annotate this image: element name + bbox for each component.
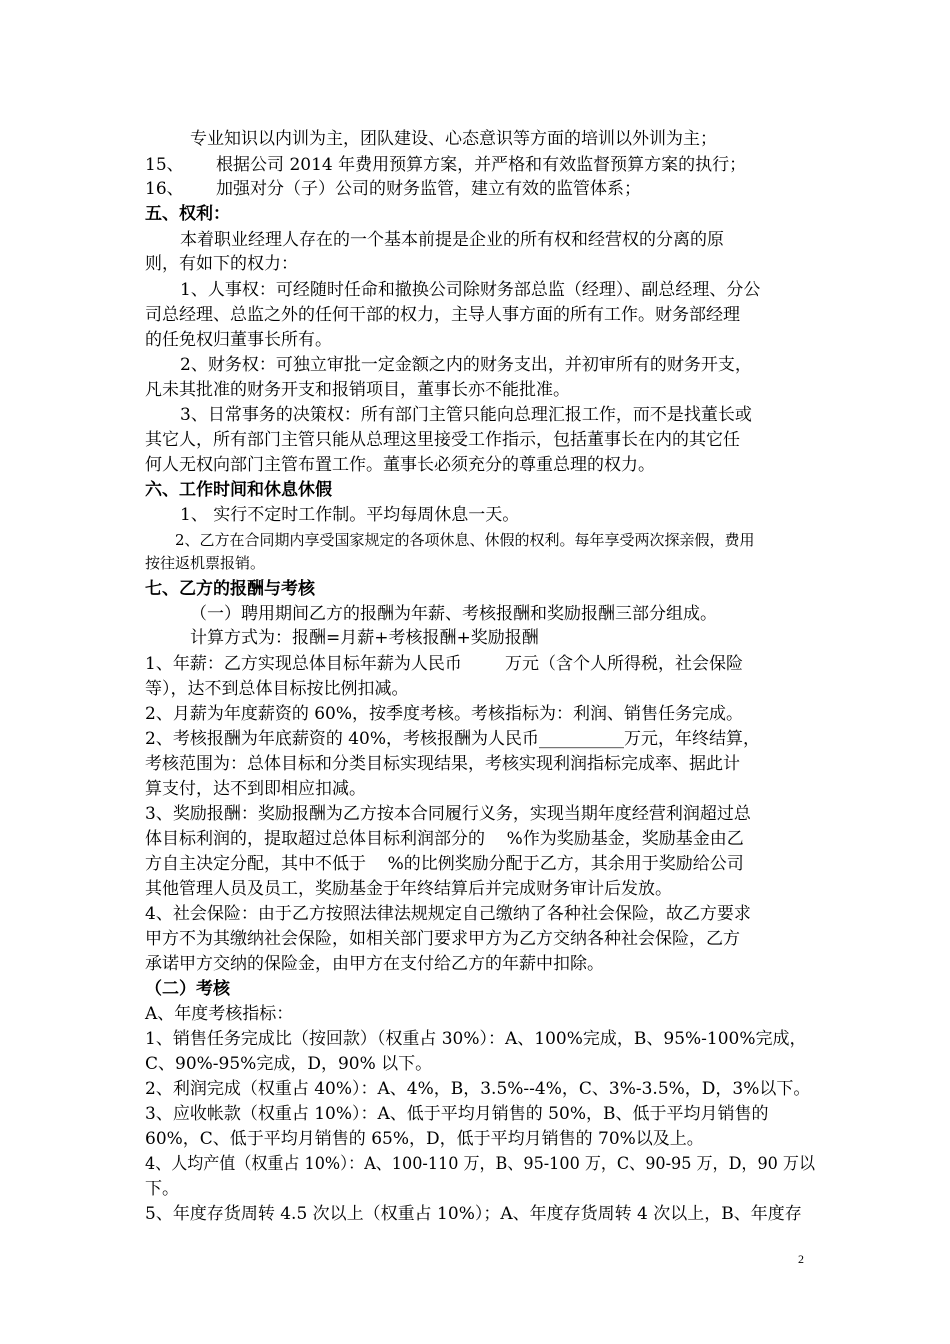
text-line: 2、考核报酬为年底薪资的 40%，考核报酬为人民币__________万元，年终结算， [145,729,761,749]
text-line: 4、人均产值（权重占 10%）：A、100-110 万，B、95-100 万，C、90-95 万，D，90 万以 [145,1154,815,1174]
text-line: 其它人，所有部门主管只能从总理这里接受工作指示，包括董事长在内的其它任 [145,430,740,450]
text-line: C、90%-95%完成，D，90% 以下。 [145,1054,433,1074]
text-line: 算支付，达不到即相应扣减。 [145,779,366,799]
text-line: 的任免权归董事长所有。 [145,330,332,350]
text-line: （一）聘用期间乙方的报酬为年薪、考核报酬和奖励报酬三部分组成。 [190,604,717,624]
section-heading: 五、权利： [145,204,230,224]
text-line: 计算方式为：报酬=月薪+考核报酬+奖励报酬 [190,628,539,648]
text-line: 专业知识以内训为主，团队建设、心态意识等方面的培训以外训为主； [190,129,717,149]
text-line: 4、社会保险：由于乙方按照法律法规规定自己缴纳了各种社会保险，故乙方要求 [145,904,751,924]
text-line: 司总经理、总监之外的任何干部的权力，主导人事方面的所有工作。财务部经理 [145,305,740,325]
text-line: 3、奖励报酬：奖励报酬为乙方按本合同履行义务，实现当期年度经营利润超过总 [145,804,751,824]
text-line: 60%，C、低于平均月销售的 65%，D，低于平均月销售的 70%以及上。 [145,1129,704,1149]
text-line: 甲方不为其缴纳社会保险，如相关部门要求甲方为乙方交纳各种社会保险，乙方 [145,929,740,949]
text-line: 15、 根据公司 2014 年费用预算方案，并严格和有效监督预算方案的执行； [145,155,747,175]
text-line: 1、销售任务完成比（按回款）（权重占 30%）：A、100%完成，B、95%-100%完成， [145,1029,807,1049]
text-line: 凡未其批准的财务开支和报销项目，董事长亦不能批准。 [145,380,570,400]
page-number: 2 [798,1252,804,1266]
text-line: 何人无权向部门主管布置工作。董事长必须充分的尊重总理的权力。 [145,455,655,475]
text-line: 5、年度存货周转 4.5 次以上（权重占 10%）；A、年度存货周转 4 次以上，B、年度存 [145,1204,802,1224]
text-line: 3、应收帐款（权重占 10%）：A、低于平均月销售的 50%，B、低于平均月销售的 [145,1104,769,1124]
text-line: A、年度考核指标： [145,1004,294,1024]
text-line: 1、年薪：乙方实现总体目标年薪为人民币 万元（含个人所得税，社会保险 [145,654,744,674]
text-line: 体目标利润的，提取超过总体目标利润部分的 %作为奖励基金，奖励基金由乙 [145,829,744,849]
text-line: 2、乙方在合同期内享受国家规定的各项休息、休假的权利。每年享受两次探亲假，费用 [175,531,755,549]
text-line: 本着职业经理人存在的一个基本前提是企业的所有权和经营权的分离的原 [180,230,724,250]
text-line: 方自主决定分配，其中不低于 %的比例奖励分配于乙方，其余用于奖励给公司 [145,854,744,874]
text-line: 2、财务权：可独立审批一定金额之内的财务支出，并初审所有的财务开支， [180,355,752,375]
text-line: 3、日常事务的决策权：所有部门主管只能向总理汇报工作，而不是找董长或 [180,405,752,425]
text-line: 1、 实行不定时工作制。平均每周休息一天。 [180,505,520,525]
text-line: 考核范围为：总体目标和分类目标实现结果，考核实现利润指标完成率、据此计 [145,754,740,774]
text-line: 1、人事权：可经随时任命和撤换公司除财务部总监（经理）、副总经理、分公 [180,280,761,300]
text-line: 则，有如下的权力： [145,254,298,274]
section-heading: 六、工作时间和休息休假 [145,480,332,500]
section-heading: （二）考核 [145,979,230,999]
text-line: 2、月薪为年度薪资的 60%，按季度考核。考核指标为：利润、销售任务完成。 [145,704,744,724]
text-line: 16、 加强对分（子）公司的财务监管，建立有效的监管体系； [145,179,642,199]
text-line: 其他管理人员及员工，奖励基金于年终结算后并完成财务审计后发放。 [145,879,672,899]
section-heading: 七、乙方的报酬与考核 [145,579,315,599]
text-line: 下。 [145,1179,179,1199]
text-line: 等），达不到总体目标按比例扣减。 [145,679,409,699]
text-line: 按往返机票报销。 [145,554,266,572]
text-line: 承诺甲方交纳的保险金，由甲方在支付给乙方的年薪中扣除。 [145,954,604,974]
text-line: 2、利润完成（权重占 40%）：A、4%，B，3.5%--4%，C、3%-3.5%，D，3%以下。 [145,1079,811,1099]
